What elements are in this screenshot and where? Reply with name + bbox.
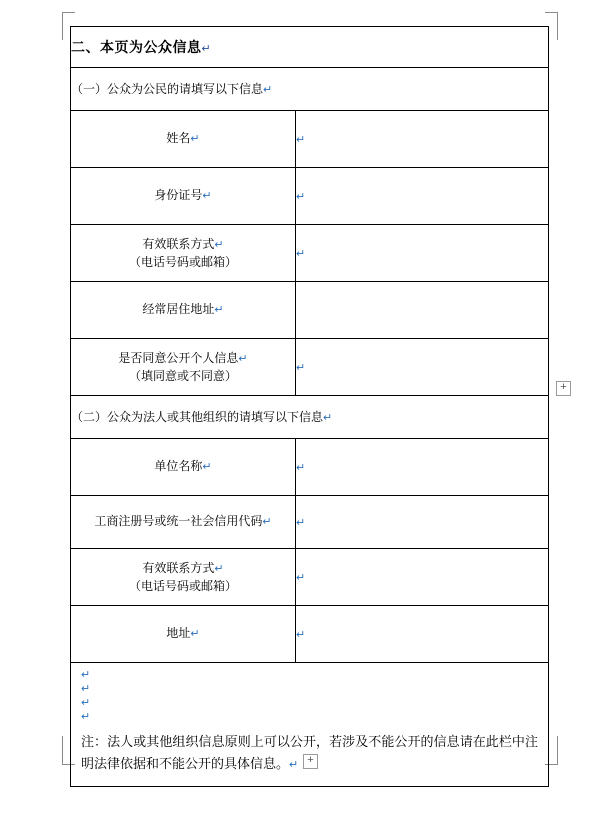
field-value-contact[interactable] — [296, 225, 549, 282]
pilcrow-mark: ↵ — [201, 43, 211, 55]
field-label-organization-name — [71, 439, 296, 496]
empty-lines — [71, 663, 548, 725]
pilcrow-mark: ↵ — [262, 516, 272, 528]
field-value-consent-disclosure[interactable] — [296, 339, 549, 396]
table-row — [71, 606, 549, 663]
table-row — [71, 225, 549, 282]
section-one-label: （一）公众为公民的请填写以下信息 — [71, 82, 264, 96]
table-row — [71, 549, 549, 606]
table-row-heading — [71, 27, 549, 68]
pilcrow-mark: ↵ — [323, 412, 333, 424]
table-row-section-one — [71, 68, 549, 111]
pilcrow-mark: ↵ — [296, 517, 306, 529]
field-value-id-number[interactable] — [296, 168, 549, 225]
field-value-organization-name[interactable] — [296, 439, 549, 496]
label-text: 地址 — [166, 626, 191, 640]
public-information-form — [70, 26, 549, 787]
pilcrow-mark: ↵ — [296, 462, 306, 474]
pilcrow-mark: ↵ — [238, 352, 248, 365]
pilcrow-mark: ↵ — [296, 362, 306, 374]
pilcrow-mark: ↵ — [263, 84, 273, 96]
field-value-residence-address[interactable] — [296, 282, 549, 339]
label-sub-text: （填同意或不同意） — [128, 368, 237, 383]
field-value-registration-code[interactable] — [296, 496, 549, 549]
label-text: 有效联系方式 — [142, 236, 215, 251]
pilcrow-mark: ↵ — [296, 629, 306, 641]
label-text: 有效联系方式 — [142, 560, 215, 575]
insert-row-handle[interactable]: + — [303, 754, 318, 769]
pilcrow-mark: ↵ — [202, 190, 212, 202]
field-label-registration-code — [71, 496, 296, 549]
margin-guide-top-left — [62, 12, 75, 25]
pilcrow-mark: ↵ — [202, 461, 212, 473]
table-row — [71, 496, 549, 549]
pilcrow-mark: ↵ — [296, 572, 306, 584]
table-row — [71, 111, 549, 168]
label-text: 经常居住地址 — [142, 302, 215, 316]
field-label-contact — [71, 225, 296, 282]
section-one-cell — [71, 68, 549, 111]
pilcrow-mark: ↵ — [190, 628, 200, 640]
pilcrow-mark: ↵ — [296, 248, 306, 260]
pilcrow-mark: ↵ — [81, 697, 91, 709]
table-row-section-two — [71, 396, 549, 439]
field-label-name — [71, 111, 296, 168]
note-text: 注：法人或其他组织信息原则上可以公开，若涉及不能公开的信息请在此栏中注明法律依据和不能公开的具体信息。 — [81, 734, 538, 771]
table-row — [71, 339, 549, 396]
form-body — [70, 26, 548, 787]
pilcrow-mark: ↵ — [214, 304, 224, 316]
table-row — [71, 168, 549, 225]
field-label-org-contact — [71, 549, 296, 606]
field-label-id-number — [71, 168, 296, 225]
pilcrow-mark: ↵ — [296, 191, 306, 203]
page-title: 二、本页为公众信息 — [71, 39, 202, 55]
margin-guide-bottom-left-vertical — [62, 736, 63, 764]
margin-guide-bottom-right-vertical — [557, 736, 558, 764]
pilcrow-mark: ↵ — [214, 562, 224, 575]
field-label-org-address — [71, 606, 296, 663]
pilcrow-mark: ↵ — [190, 133, 200, 145]
label-text: 单位名称 — [154, 459, 203, 473]
insert-column-handle[interactable]: + — [556, 381, 571, 396]
table-row — [71, 282, 549, 339]
pilcrow-mark: ↵ — [296, 134, 306, 146]
label-text: 是否同意公开个人信息 — [118, 350, 239, 365]
label-sub-text: （电话号码或邮箱） — [128, 254, 237, 269]
label-text: 工商注册号或统一社会信用代码 — [94, 514, 263, 528]
margin-guide-top-left-vertical — [62, 12, 63, 40]
label-text: 身份证号 — [154, 188, 203, 202]
section-two-label: （二）公众为法人或其他组织的请填写以下信息 — [71, 410, 324, 424]
label-sub-text: （电话号码或邮箱） — [128, 578, 237, 593]
section-two-cell — [71, 396, 549, 439]
pilcrow-mark: ↵ — [81, 711, 91, 723]
label-text: 姓名 — [166, 131, 191, 145]
field-label-consent-disclosure — [71, 339, 296, 396]
pilcrow-mark: ↵ — [289, 759, 299, 771]
table-row — [71, 439, 549, 496]
heading-cell — [71, 27, 549, 68]
field-label-residence-address — [71, 282, 296, 339]
pilcrow-mark: ↵ — [81, 669, 91, 681]
pilcrow-mark: ↵ — [81, 683, 91, 695]
pilcrow-mark: ↵ — [214, 238, 224, 251]
field-value-org-address[interactable] — [296, 606, 549, 663]
field-value-name[interactable] — [296, 111, 549, 168]
margin-guide-top-right-vertical — [557, 12, 558, 40]
field-value-org-contact[interactable] — [296, 549, 549, 606]
